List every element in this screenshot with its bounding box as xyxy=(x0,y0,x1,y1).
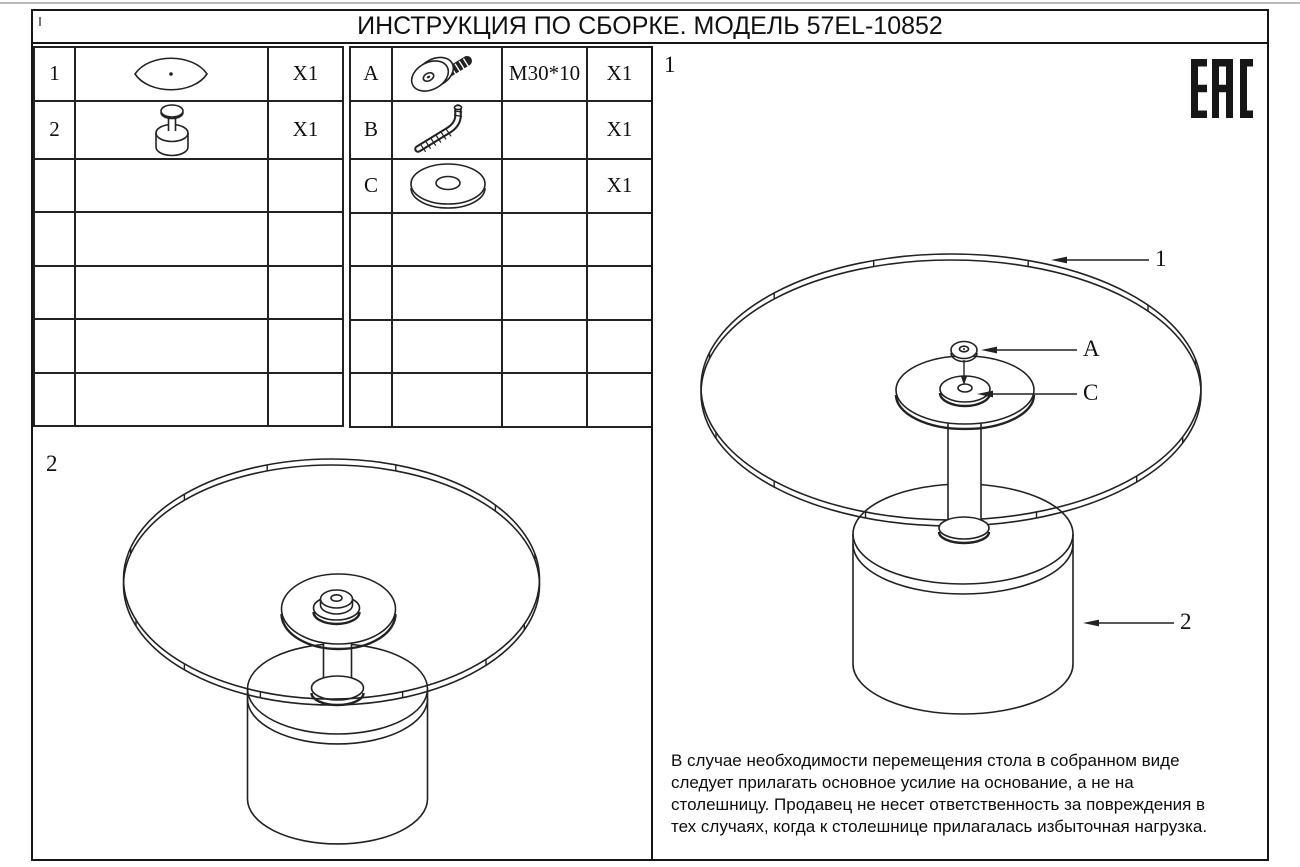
instruction-sheet xyxy=(31,9,1269,861)
hw-row-empty xyxy=(350,213,652,267)
callout-washer: C xyxy=(1083,380,1099,405)
hardware-table xyxy=(349,46,653,428)
hw-spec xyxy=(502,159,587,213)
step1-diagram xyxy=(653,46,1266,746)
left-panel xyxy=(33,46,651,859)
right-panel xyxy=(651,46,1267,859)
parts-row-empty xyxy=(34,159,343,213)
hw-b-drawing xyxy=(392,101,502,159)
callout-base: 2 xyxy=(1180,609,1192,634)
page-title: ИНСТРУКЦИЯ ПО СБОРКЕ. МОДЕЛЬ 57EL-10852 xyxy=(357,12,943,40)
part-number: 1 xyxy=(34,47,75,101)
hw-qty: X1 xyxy=(587,47,652,101)
hw-row-empty xyxy=(350,373,652,427)
part-number: 2 xyxy=(34,101,75,159)
part-1-drawing xyxy=(75,47,268,101)
allen-key-icon xyxy=(394,102,500,158)
sheet-content xyxy=(33,46,1267,859)
parts-row-empty xyxy=(34,319,343,373)
note-line: тех случаях, когда к столешнице прилагалась избыточная нагрузка. xyxy=(671,817,1208,836)
hw-letter: A xyxy=(350,47,392,101)
hw-c-drawing xyxy=(392,159,502,213)
parts-row-2 xyxy=(34,101,343,159)
step2-number: 2 xyxy=(46,451,58,476)
parts-row-1 xyxy=(34,47,343,101)
title-bar xyxy=(33,11,1267,44)
hw-row-a xyxy=(350,47,652,101)
note-line: В случае необходимости перемещения стола в собранном виде xyxy=(671,751,1180,770)
part-2-drawing xyxy=(75,101,268,159)
step2-diagram xyxy=(33,434,651,858)
note-line: столешницу. Продавец не несет ответственность за повреждения в xyxy=(671,795,1206,814)
base-icon xyxy=(77,102,266,158)
hw-row-empty xyxy=(350,266,652,320)
scan-artifact-line xyxy=(0,2,1300,4)
hw-row-c xyxy=(350,159,652,213)
washer-icon xyxy=(394,160,500,212)
parts-table xyxy=(33,46,344,427)
parts-row-empty xyxy=(34,266,343,320)
bolt-icon xyxy=(394,49,500,99)
part-qty: X1 xyxy=(268,101,343,159)
callout-tabletop: 1 xyxy=(1155,246,1167,271)
hw-qty: X1 xyxy=(587,159,652,213)
part-qty: X1 xyxy=(268,47,343,101)
hw-qty: X1 xyxy=(587,101,652,159)
hw-a-drawing xyxy=(392,47,502,101)
hw-row-b xyxy=(350,101,652,159)
parts-row-empty xyxy=(34,212,343,266)
step1-number: 1 xyxy=(664,52,676,77)
callout-bolt: A xyxy=(1083,336,1100,361)
hw-letter: B xyxy=(350,101,392,159)
hw-row-empty xyxy=(350,320,652,374)
hw-spec xyxy=(502,101,587,159)
note-line: следует прилагать основное усилие на основание, а не на xyxy=(671,773,1134,792)
hw-letter: C xyxy=(350,159,392,213)
note-text xyxy=(671,750,1251,838)
hw-spec: M30*10 xyxy=(502,47,587,101)
table-top-icon xyxy=(77,49,266,99)
parts-row-empty xyxy=(34,373,343,427)
